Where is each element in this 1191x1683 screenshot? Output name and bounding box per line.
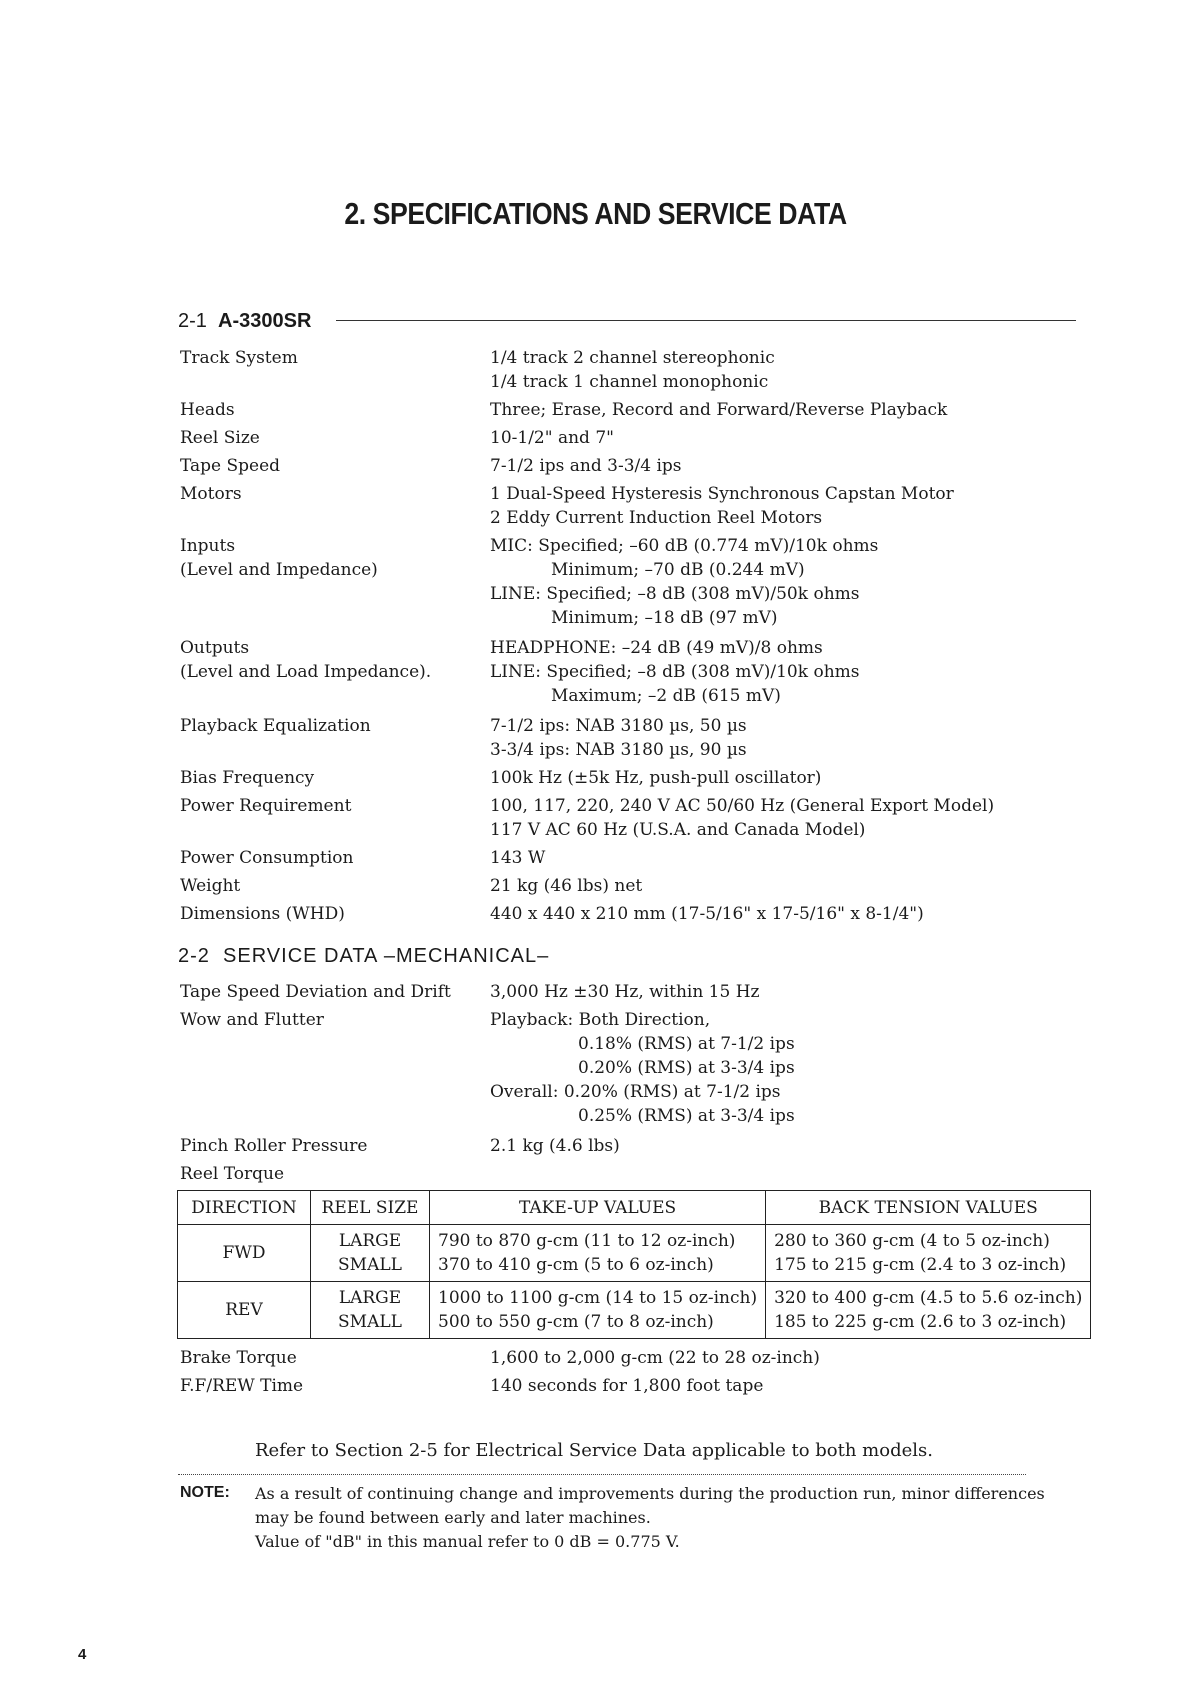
spec-label: Heads xyxy=(180,400,235,420)
column-header: TAKE-UP VALUES xyxy=(430,1191,766,1225)
spec-label: Wow and Flutter xyxy=(180,1010,324,1030)
spec-value: MIC: Specified; –60 dB (0.774 mV)/10k ohms xyxy=(490,536,879,556)
reel-size: SMALL xyxy=(338,1312,402,1332)
note-label: NOTE: xyxy=(180,1484,230,1501)
spec-value: 100k Hz (±5k Hz, push-pull oscillator) xyxy=(490,768,822,788)
spec-label: Weight xyxy=(180,876,241,896)
section-number: 2-2 xyxy=(178,945,210,967)
spec-value: 0.20% (RMS) at 3-3/4 ips xyxy=(578,1058,795,1078)
takeup-cell xyxy=(430,1225,766,1282)
takeup-value: 370 to 410 g-cm (5 to 6 oz-inch) xyxy=(438,1255,714,1275)
spec-value: 0.25% (RMS) at 3-3/4 ips xyxy=(578,1106,795,1126)
spec-value: LINE: Specified; –8 dB (308 mV)/10k ohms xyxy=(490,662,860,682)
reel-size-cell xyxy=(311,1225,430,1282)
spec-label: Tape Speed xyxy=(180,456,281,476)
page-number: 4 xyxy=(78,1646,87,1663)
spec-value: 140 seconds for 1,800 foot tape xyxy=(490,1376,764,1396)
spec-label: Inputs xyxy=(180,536,236,556)
reel-torque-table xyxy=(177,1190,1091,1339)
back-tension-value: 185 to 225 g-cm (2.6 to 3 oz-inch) xyxy=(774,1312,1067,1332)
spec-value: 1/4 track 2 channel stereophonic xyxy=(490,348,775,368)
spec-value: 21 kg (46 lbs) net xyxy=(490,876,643,896)
spec-label: Dimensions (WHD) xyxy=(180,904,345,924)
spec-value: 2 Eddy Current Induction Reel Motors xyxy=(490,508,823,528)
note-divider xyxy=(178,1474,1026,1475)
spec-label: Brake Torque xyxy=(180,1348,297,1368)
spec-value: 440 x 440 x 210 mm (17-5/16" x 17-5/16" x 8-1/4") xyxy=(490,904,924,924)
table-row xyxy=(178,1282,1091,1339)
takeup-value: 500 to 550 g-cm (7 to 8 oz-inch) xyxy=(438,1312,714,1332)
takeup-value: 790 to 870 g-cm (11 to 12 oz-inch) xyxy=(438,1231,736,1251)
takeup-cell xyxy=(430,1282,766,1339)
spec-value: 143 W xyxy=(490,848,546,868)
spec-label: Track System xyxy=(180,348,298,368)
spec-value: 7-1/2 ips: NAB 3180 µs, 50 µs xyxy=(490,716,747,736)
spec-label: Pinch Roller Pressure xyxy=(180,1136,368,1156)
spec-value: Maximum; –2 dB (615 mV) xyxy=(551,686,781,706)
back-tension-value: 175 to 215 g-cm (2.4 to 3 oz-inch) xyxy=(774,1255,1067,1275)
spec-value: 100, 117, 220, 240 V AC 50/60 Hz (General Export Model) xyxy=(490,796,995,816)
spec-value: 3,000 Hz ±30 Hz, within 15 Hz xyxy=(490,982,760,1002)
spec-value: LINE: Specified; –8 dB (308 mV)/50k ohms xyxy=(490,584,860,604)
spec-label: Tape Speed Deviation and Drift xyxy=(180,982,451,1002)
refer-note: Refer to Section 2-5 for Electrical Service Data applicable to both models. xyxy=(255,1440,933,1461)
back-tension-value: 280 to 360 g-cm (4 to 5 oz-inch) xyxy=(774,1231,1050,1251)
table-row xyxy=(178,1225,1091,1282)
column-header: REEL SIZE xyxy=(311,1191,430,1225)
spec-value: Minimum; –70 dB (0.244 mV) xyxy=(551,560,805,580)
spec-label: Bias Frequency xyxy=(180,768,315,788)
note-line: Value of "dB" in this manual refer to 0 dB = 0.775 V. xyxy=(255,1532,680,1551)
spec-value: 1/4 track 1 channel monophonic xyxy=(490,372,769,392)
back-tension-cell xyxy=(766,1282,1091,1339)
spec-label: (Level and Load Impedance). xyxy=(180,662,432,682)
spec-label: Motors xyxy=(180,484,242,504)
direction-cell: FWD xyxy=(178,1225,311,1282)
column-header: DIRECTION xyxy=(178,1191,311,1225)
back-tension-value: 320 to 400 g-cm (4.5 to 5.6 oz-inch) xyxy=(774,1288,1083,1308)
section-heading-2-2 xyxy=(178,945,549,968)
spec-label: Power Consumption xyxy=(180,848,354,868)
section-rule xyxy=(336,320,1076,321)
section-heading-2-1 xyxy=(178,310,311,333)
spec-label: Power Requirement xyxy=(180,796,352,816)
spec-value: Minimum; –18 dB (97 mV) xyxy=(551,608,778,628)
spec-value: Overall: 0.20% (RMS) at 7-1/2 ips xyxy=(490,1082,781,1102)
spec-value: Three; Erase, Record and Forward/Reverse Playback xyxy=(490,400,948,420)
spec-value: 3-3/4 ips: NAB 3180 µs, 90 µs xyxy=(490,740,747,760)
spec-label: Reel Torque xyxy=(180,1164,285,1184)
spec-label: (Level and Impedance) xyxy=(180,560,378,580)
section-model: A-3300SR xyxy=(218,310,312,332)
spec-value: 2.1 kg (4.6 lbs) xyxy=(490,1136,620,1156)
table-header-row xyxy=(178,1191,1091,1225)
spec-label: Outputs xyxy=(180,638,250,658)
spec-value: 10-1/2" and 7" xyxy=(490,428,614,448)
spec-value: 0.18% (RMS) at 7-1/2 ips xyxy=(578,1034,795,1054)
spec-label: Playback Equalization xyxy=(180,716,371,736)
spec-value: 117 V AC 60 Hz (U.S.A. and Canada Model) xyxy=(490,820,866,840)
page-title: 2. SPECIFICATIONS AND SERVICE DATA xyxy=(344,196,847,231)
spec-label: F.F/REW Time xyxy=(180,1376,304,1396)
direction-cell: REV xyxy=(178,1282,311,1339)
note-line: may be found between early and later machines. xyxy=(255,1508,651,1527)
reel-size: SMALL xyxy=(338,1255,402,1275)
section-number: 2-1 xyxy=(178,310,207,332)
reel-size: LARGE xyxy=(338,1288,402,1308)
reel-size-cell xyxy=(311,1282,430,1339)
spec-value: HEADPHONE: –24 dB (49 mV)/8 ohms xyxy=(490,638,823,658)
back-tension-cell xyxy=(766,1225,1091,1282)
column-header: BACK TENSION VALUES xyxy=(766,1191,1091,1225)
spec-value: 1 Dual-Speed Hysteresis Synchronous Capstan Motor xyxy=(490,484,954,504)
spec-value: Playback: Both Direction, xyxy=(490,1010,711,1030)
note-line: As a result of continuing change and improvements during the production run, minor differences xyxy=(255,1484,1045,1503)
reel-size: LARGE xyxy=(338,1231,402,1251)
takeup-value: 1000 to 1100 g-cm (14 to 15 oz-inch) xyxy=(438,1288,758,1308)
section-heading-text: SERVICE DATA –MECHANICAL– xyxy=(223,945,550,967)
spec-label: Reel Size xyxy=(180,428,260,448)
spec-value: 1,600 to 2,000 g-cm (22 to 28 oz-inch) xyxy=(490,1348,820,1368)
spec-value: 7-1/2 ips and 3-3/4 ips xyxy=(490,456,682,476)
